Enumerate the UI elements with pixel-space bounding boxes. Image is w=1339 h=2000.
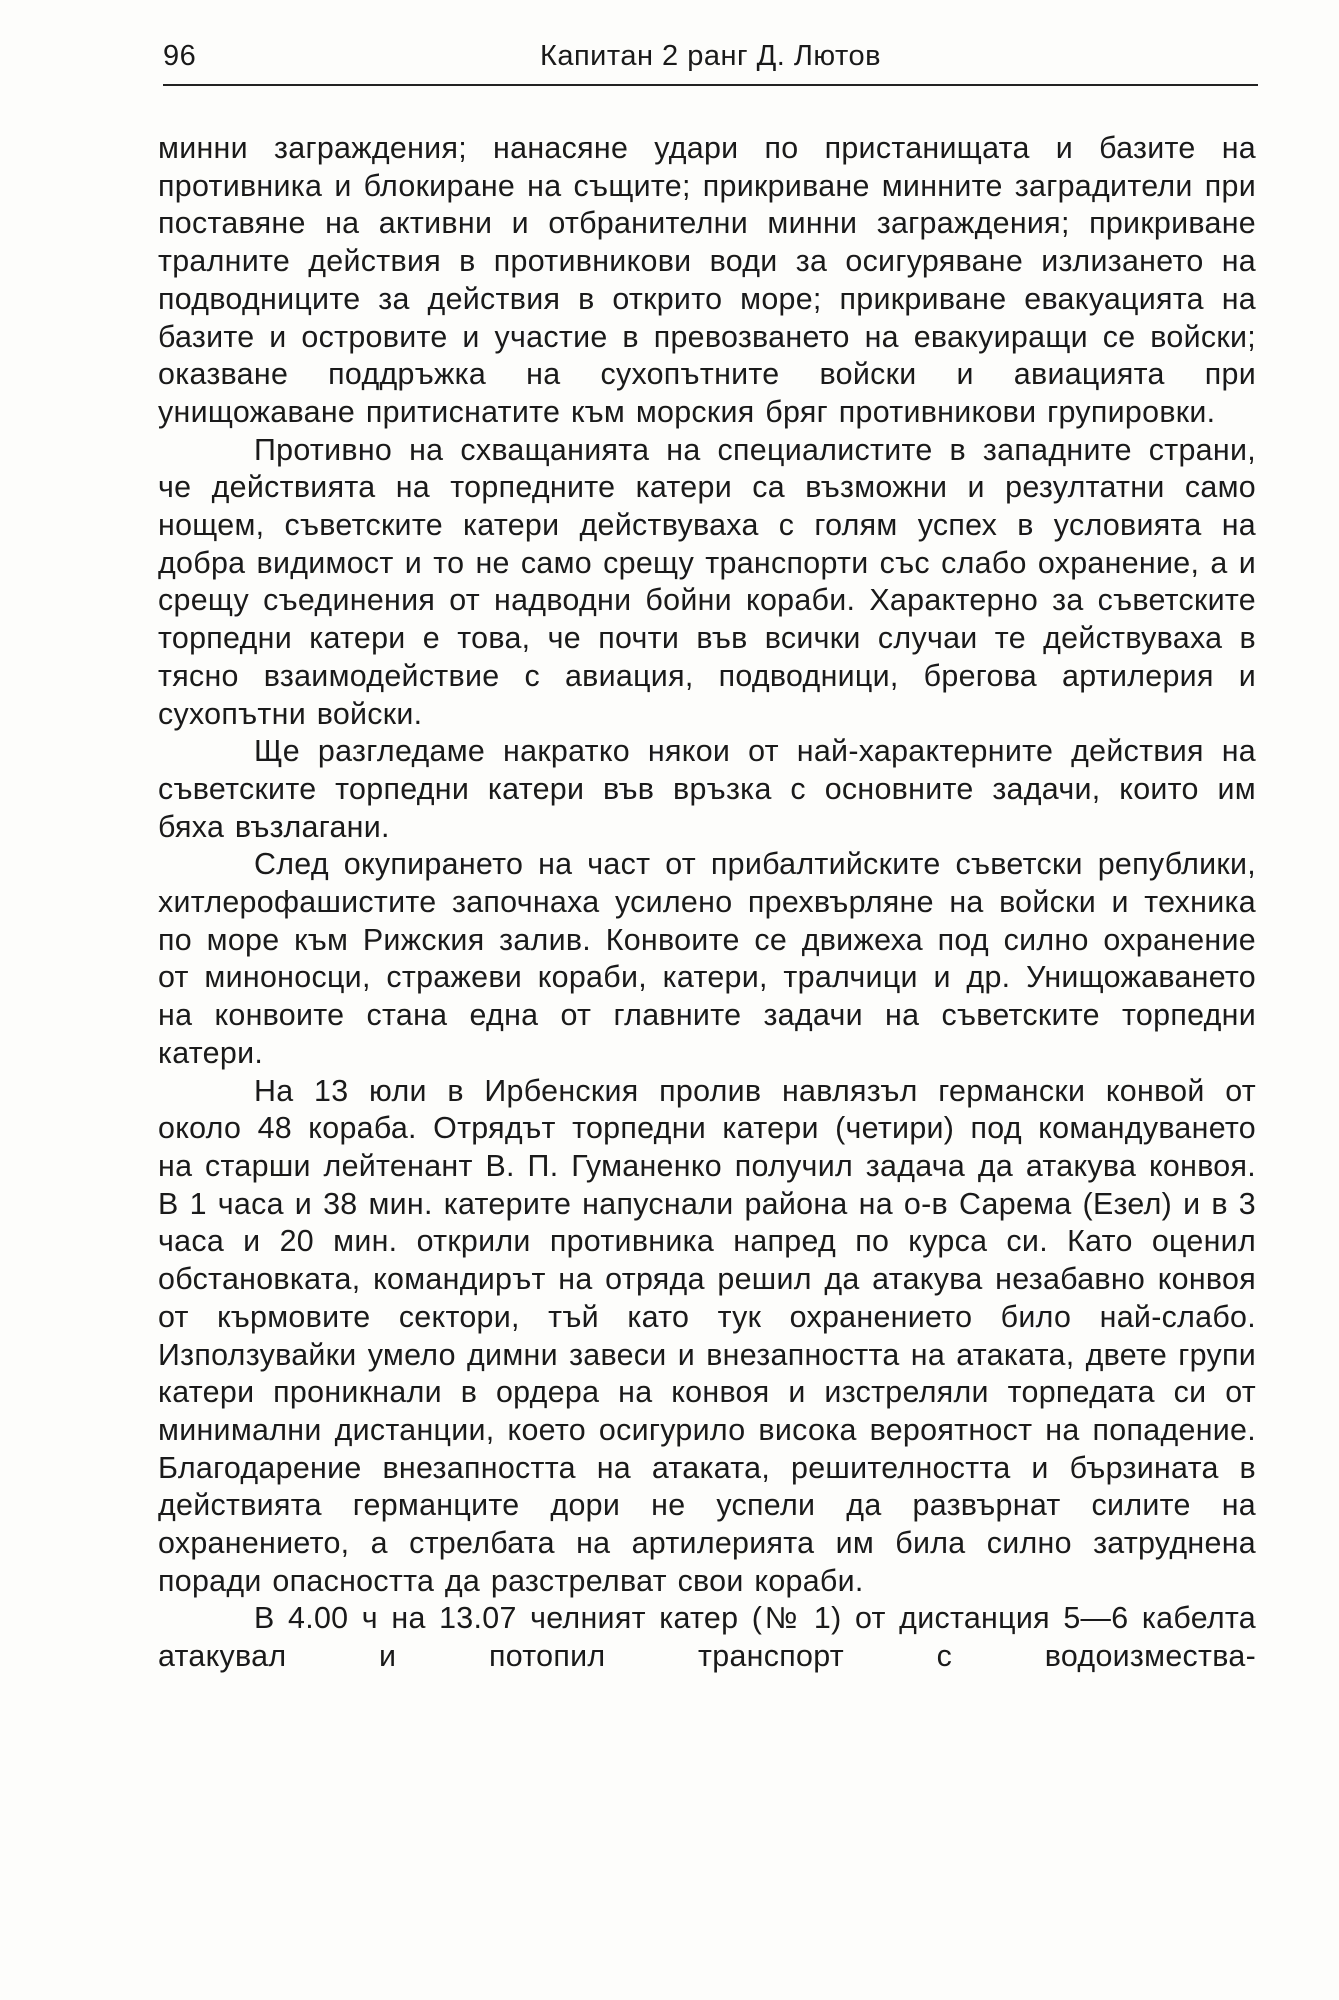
paragraph: В 4.00 ч на 13.07 челният катер (№ 1) от дистанция 5—6 кабелта атакувал и потопил транспорт с водоизмества-: [158, 1601, 1256, 1674]
page-number: 96: [163, 40, 197, 72]
running-head: Капитан 2 ранг Д. Лютов: [539, 40, 882, 72]
paragraph: Ще разгледаме накратко някои от най-характерните действия на съветските торпедни катери във връзка с основните задачи, които им бяха възлагани.: [158, 734, 1256, 844]
page-header: [163, 36, 1258, 86]
paragraph: минни заграждения; нанасяне удари по пристанищата и базите на противника и блокиране на същите; прикриване минните заградители при поставяне на активни и отбранителни минни заграждения; прикриване тралните действия в противникови води за осигуряване излизането на подводниците за действия в открито море; прикриване евакуацията на базите и островите и участие в превозването на евакуиращи се войски; оказване поддръжка на сухопътните войски и авиацията при унищожаване притиснатите към морския бряг противникови групировки.: [158, 131, 1256, 429]
paragraph: На 13 юли в Ирбенския пролив навлязъл германски конвой от около 48 кораба. Отрядът торпедни катери (четири) под командуването на старши лейтенант В. П. Гуманенко получил задача да атакува конвоя. В 1 часа и 38 мин. катерите напуснали района на о-в Сарема (Езел) и в 3 часа и 20 мин. открили противника напред по курса си. Като оценил обстановката, командирът на отряда решил да атакува незабавно конвоя от кърмовите сектори, тъй като тук охранението било най-слабо. Използувайки умело димни завеси и внезапността на атаката, двете групи катери проникнали в ордера на конвоя и изстреляли торпедата си от минимални дистанции, което осигурило висока вероятност на попадение. Благодарение внезапността на атаката, решителността и бързината в действията германците дори не успели да развърнат силите на охранението, а стрелбата на артилерията им била силно затруднена поради опасността да разстрелват свои кораби.: [158, 1073, 1256, 1598]
paragraph: Противно на схващанията на специалистите в западните страни, че действията на торпедните катери са възможни и резултатни само нощем, съветските катери действуваха с голям успех в условията на добра видимост и то не само срещу транспорти със слабо охранение, а и срещу съединения от надводни бойни кораби. Характерно за съветските торпедни катери е това, че почти във всички случаи те действуваха в тясно взаимодействие с авиация, подводници, брегова артилерия и сухопътни войски.: [158, 432, 1256, 731]
body-text: [158, 130, 1256, 1676]
paragraph: След окупирането на част от прибалтийските съветски републики, хитлерофашистите започнаха усилено прехвърляне на войски и техника по море към Рижския залив. Конвоите се движеха под силно охранение от миноносци, стражеви кораби, катери, тралчици и др. Унищожаването на конвоите стана една от главните задачи на съветските торпедни катери.: [158, 847, 1256, 1070]
